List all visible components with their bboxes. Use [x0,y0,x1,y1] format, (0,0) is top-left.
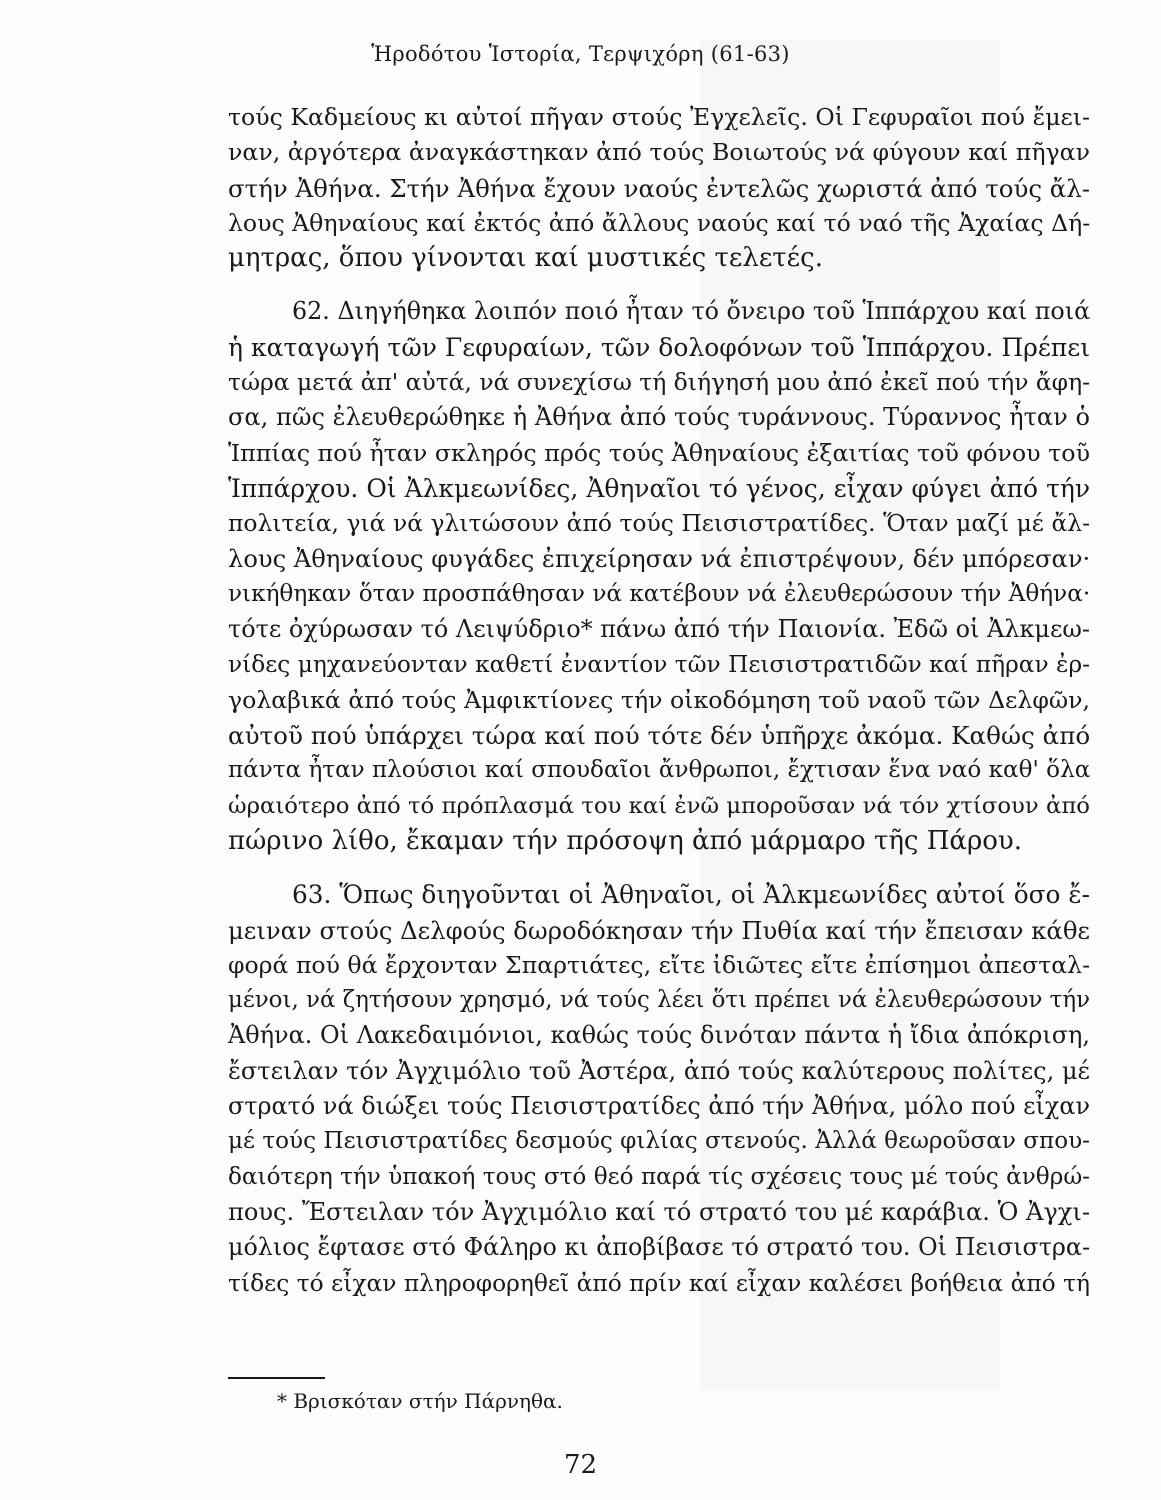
text-line: μειναν στούς Δελφούς δωροδόκησαν τήν Πυθία καί τήν ἔπεισαν κάθε [228,915,1090,945]
text-line: σα, πῶς ἐλευθερώθηκε ἡ Ἀθήνα ἀπό τούς τυράννους. Τύραννος ἦταν ὁ [228,403,1090,432]
paragraph-1 [228,100,1090,276]
text-line: νίδες μηχανεύονταν καθετί ἐναντίον τῶν Πεισιστρατιδῶν καί πῆραν ἐρ- [228,651,1090,679]
text-line: στήν Ἀθήνα. Στήν Ἀθήνα ἔχουν ναούς ἐντελῶς χωριστά ἀπό τούς ἄλ- [228,173,1091,203]
text-line: ἡ καταγωγή τῶν Γεφυραίων, τῶν δολοφόνων τοῦ Ἱππάρχου. Πρέπει [228,332,1090,362]
text-line: πώρινο λίθο, ἔκαμαν τήν πρόσοψη ἀπό μάρμαρο τῆς Πάρου. [228,825,1022,856]
page-number: 72 [563,1450,598,1480]
text-line: μητρας, ὅπου γίνονται καί μυστικές τελετές. [228,243,823,274]
text-line: τούς Καδμείους κι αὐτοί πῆγαν στούς Ἐγχελεῖς. Οἱ Γεφυραῖοι πού ἔμει- [228,103,1090,131]
text-line: μένοι, νά ζητήσουν χρησμό, νά τούς λέει ὅτι πρέπει νά ἐλευθερώσουν τήν [228,987,1090,1014]
text-line: στρατό νά διώξει τούς Πεισιστρατίδες ἀπό τήν Ἀθήνα, μόλο πού εἶχαν [228,1092,1090,1121]
running-header: Ἡροδότου Ἱστορία, Τερψιχόρη (61-63) [371,42,790,66]
footnote: * Βρισκόταν στήν Πάρνηθα. [277,1389,563,1413]
paragraph-63 [228,877,1090,1301]
body-text [228,100,1090,1301]
text-line: Ἱππίας πού ἦταν σκληρός πρός τούς Ἀθηναίους ἐξαιτίας τοῦ φόνου τοῦ [228,438,1090,467]
footnote-divider [228,1377,325,1379]
paragraph-62 [228,294,1090,859]
text-line: μόλιος ἔφτασε στό Φάληρο κι ἀποβίβασε τό στρατό του. Οἱ Πεισιστρα- [228,1233,1090,1262]
text-line: 62. Διηγήθηκα λοιπόν ποιό ἦταν τό ὄνειρο τοῦ Ἱππάρχου καί ποιά [292,297,1091,326]
text-line: Ἱππάρχου. Οἱ Ἀλκμεωνίδες, Ἀθηναῖοι τό γένος, εἶχαν φύγει ἀπό τήν [228,473,1090,503]
text-line: πους. Ἔστειλαν τόν Ἀγχιμόλιο καί τό στρατό του μέ καράβια. Ὁ Ἀγχι- [228,1197,1090,1226]
text-line: 63. Ὅπως διηγοῦνται οἱ Ἀθηναῖοι, οἱ Ἀλκμεωνίδες αὐτοί ὅσο ἔ- [292,880,1090,910]
text-line: τότε ὀχύρωσαν τό Λειψύδριο* πάνω ἀπό τήν Παιονία. Ἐδῶ οἱ Ἀλκμεω- [228,615,1090,644]
text-line: Ἀθήνα. Οἱ Λακεδαιμόνιοι, καθώς τούς δινόταν πάντα ἡ ἴδια ἀπόκριση, [228,1021,1090,1050]
text-line: φορά πού θά ἔρχονταν Σπαρτιάτες, εἴτε ἰδιῶτες εἴτε ἐπίσημοι ἀπεσταλ- [228,950,1091,979]
text-line: μέ τούς Πεισιστρατίδες δεσμούς φιλίας στενούς. Ἀλλά θεωροῦσαν σπου- [228,1128,1090,1155]
text-line: ναν, ἀργότερα ἀναγκάστηκαν ἀπό τούς Βοιωτούς νά φύγουν καί πῆγαν [228,138,1090,167]
text-line: αὐτοῦ πού ὑπάρχει τώρα καί πού τότε δέν ὑπῆρχε ἀκόμα. Καθώς ἀπό [228,721,1091,751]
text-line: λους Ἀθηναίους καί ἐκτός ἀπό ἄλλους ναούς καί τό ναό τῆς Ἀχαίας Δή- [228,208,1091,237]
text-line: δαιότερη τήν ὑπακοή τους στό θεό παρά τίς σχέσεις τους μέ τούς ἀνθρώ- [228,1163,1090,1190]
text-line: γολαβικά ἀπό τούς Ἀμφικτίονες τήν οἰκοδόμηση τοῦ ναοῦ τῶν Δελφῶν, [228,685,1090,714]
text-line: ἔστειλαν τόν Ἀγχιμόλιο τοῦ Ἀστέρα, ἀπό τούς καλύτερους πολίτες, μέ [228,1056,1090,1085]
text-line: λους Ἀθηναίους φυγάδες ἐπιχείρησαν νά ἐπιστρέψουν, δέν μπόρεσαν· [228,544,1091,573]
text-line: τίδες τό εἶχαν πληροφορηθεῖ ἀπό πρίν καί εἶχαν καλέσει βοήθεια ἀπό τή [228,1268,1091,1297]
text-line: πολιτεία, γιά νά γλιτώσουν ἀπό τούς Πεισιστρατίδες. Ὅταν μαζί μέ ἄλ- [228,509,1090,538]
text-line: ὡραιότερο ἀπό τό πρόπλασμά του καί ἐνῶ μποροῦσαν νά τόν χτίσουν ἀπό [228,792,1090,819]
text-line: πάντα ἦταν πλούσιοι καί σπουδαῖοι ἄνθρωποι, ἔχτισαν ἕνα ναό καθ' ὅλα [228,757,1091,784]
text-line: τώρα μετά ἀπ' αὐτά, νά συνεχίσω τή διήγησή μου ἀπό ἐκεῖ πού τήν ἄφη- [228,368,1090,397]
text-line: νικήθηκαν ὅταν προσπάθησαν νά κατέβουν νά ἐλευθερώσουν τήν Ἀθήνα· [228,580,1091,607]
